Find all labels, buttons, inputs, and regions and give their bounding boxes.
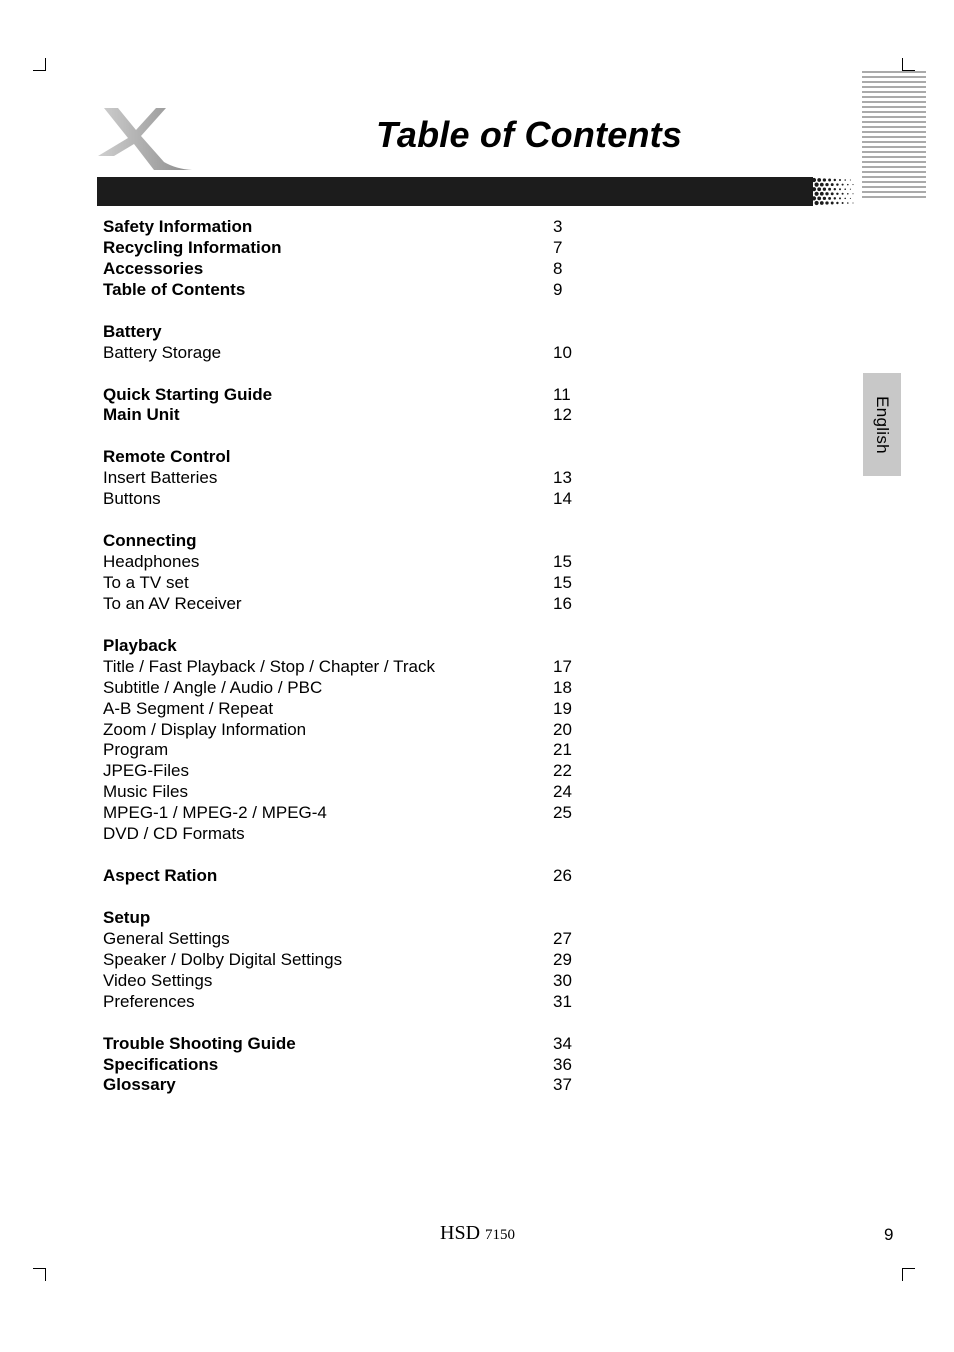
halftone-dot [844,188,846,190]
toc-entry-label: Setup [103,907,151,927]
halftone-dot [850,189,851,190]
toc-entry [103,1055,623,1076]
toc-entry [103,678,623,699]
toc-spacer [103,364,623,385]
halftone-dot [831,202,834,205]
toc-entry-page: 19 [553,698,572,718]
halftone-dot [828,188,831,191]
toc-entry [103,447,623,468]
toc-entry [103,1075,623,1096]
toc-entry-label: Preferences [103,991,195,1011]
halftone-dot [844,198,846,200]
toc-entry [103,573,623,594]
halftone-dot [825,201,828,204]
halftone-dot [823,197,826,200]
toc-entry [103,720,623,741]
halftone-dot [828,197,831,200]
toc-entry-page: 9 [553,279,563,299]
toc-spacer [103,615,623,636]
halftone-dot [817,197,821,201]
toc-entry-page: 12 [553,405,572,425]
halftone-dot [825,192,828,195]
toc-entry-label: A-B Segment / Repeat [103,698,274,718]
toc-entry [103,782,623,803]
toc-entry-page: 27 [553,928,572,948]
toc-entry-label: Speaker / Dolby Digital Settings [103,949,343,969]
halftone-dot [815,183,819,187]
toc-entry-page: 20 [553,719,572,739]
halftone-dot [850,179,851,180]
toc-entry-label: Accessories [103,258,204,278]
halftone-dot [812,187,816,191]
toc-entry-page: 7 [553,237,563,257]
toc-entry-label: To a TV set [103,572,189,592]
toc-entry-label: JPEG-Files [103,761,189,781]
toc-entry-label: General Settings [103,928,230,948]
toc-entry-label: Video Settings [103,970,213,990]
halftone-dot [815,192,819,196]
model-brand [440,1222,515,1245]
halftone-dot [836,193,838,195]
toc-entry-page: 11 [553,384,571,404]
toc-entry [103,803,623,824]
toc-entry-page: 14 [553,489,572,509]
toc-entry-label: Glossary [103,1075,176,1095]
halftone-dot [834,179,836,181]
toc-entry-page: 30 [553,970,572,990]
toc-entry-label: Aspect Ration [103,866,218,886]
toc-entry-label: Remote Control [103,447,231,467]
halftone-dot [812,178,816,182]
toc-spacer [103,1013,623,1034]
toc-entry-page: 34 [553,1033,572,1053]
halftone-dot [839,188,841,190]
toc-entry-label: Specifications [103,1054,219,1074]
toc-entry [103,699,623,720]
toc-entry-label: Title / Fast Playback / Stop / Chapter / Track [103,656,435,676]
brand-x-logo [96,106,196,172]
toc-spacer [103,845,623,866]
toc-entry-label: Subtitle / Angle / Audio / PBC [103,677,323,697]
toc-entry-label: Program [103,740,169,760]
toc-entry [103,259,623,280]
page-number: 9 [884,1225,894,1244]
toc-entry-page: 37 [553,1075,572,1095]
crop-mark-top-left [33,58,46,71]
halftone-dot [812,196,816,200]
toc-entry-label: Main Unit [103,405,180,425]
halftone-dot [828,179,831,182]
toc-entry-label: Playback [103,635,177,655]
toc-entry [103,217,623,238]
language-tab [863,373,901,476]
halftone-dot [817,187,821,191]
toc-entry-page: 15 [553,572,572,592]
halftone-dot [842,193,844,195]
toc-entry-page: 13 [553,468,572,488]
toc-entry [103,280,623,301]
toc-entry-label: Music Files [103,782,189,802]
toc-entry-label: Insert Batteries [103,468,218,488]
toc-entry [103,343,623,364]
toc-list [103,217,623,1096]
toc-entry-page: 17 [553,656,572,676]
toc-entry-page: 3 [553,217,563,236]
toc-entry [103,908,623,929]
toc-spacer [103,510,623,531]
halftone-dot [815,201,819,205]
toc-entry-label: Trouble Shooting Guide [103,1033,296,1053]
halftone-dot [831,192,834,195]
toc-entry-page: 15 [553,552,572,571]
halftone-dot [834,197,836,199]
toc-entry-page: 22 [553,761,572,781]
toc-entry [103,761,623,782]
crop-mark-bottom-left [33,1268,46,1281]
toc-entry [103,866,623,887]
halftone-dot [842,184,844,186]
halftone-dot [839,179,841,181]
toc-entry [103,405,623,426]
halftone-dot [836,202,838,204]
toc-spacer [103,426,623,447]
toc-entry-label: MPEG-1 / MPEG-2 / MPEG-4 [103,803,327,823]
halftone-dot [834,188,836,190]
halftone-dot [852,193,853,194]
language-tab-label: English [873,395,892,454]
halftone-dot [820,192,824,196]
halftone-dot [831,183,834,186]
side-rule-lines [862,70,926,202]
toc-entry [103,552,623,573]
halftone-dot [820,183,824,187]
toc-entry-label: Recycling Information [103,237,282,257]
toc-entry [103,950,623,971]
halftone-dot [847,193,849,195]
toc-entry-page: 36 [553,1054,572,1074]
toc-entry-page: 29 [553,949,572,969]
toc-entry [103,385,623,406]
toc-entry [103,971,623,992]
brand-prefix: HSD [440,1222,481,1244]
toc-entry-label: Zoom / Display Information [103,719,307,739]
toc-entry-label: Connecting [103,531,197,551]
toc-entry-page: 25 [553,803,572,823]
toc-entry [103,238,623,259]
toc-entry-page: 24 [553,782,572,802]
halftone-dot [823,188,826,191]
toc-spacer [103,301,623,322]
toc-entry-label: Battery Storage [103,342,222,362]
toc-entry [103,594,623,615]
toc-entry-label: DVD / CD Formats [103,824,245,844]
toc-entry-page: 26 [553,866,572,886]
header-bar-halftone [810,177,854,206]
toc-entry-label: Buttons [103,489,161,509]
halftone-dot [847,202,849,204]
toc-entry-page: 10 [553,342,572,362]
toc-entry-page: 16 [553,593,572,613]
toc-entry [103,322,623,343]
toc-entry [103,824,623,845]
halftone-dot [836,183,838,185]
toc-entry [103,740,623,761]
toc-entry-label: Table of Contents [103,279,246,299]
toc-entry [103,489,623,510]
halftone-dot [825,183,828,186]
page-title: Table of Contents [376,114,683,155]
header-bar [97,177,813,206]
toc-entry-label: To an AV Receiver [103,593,242,613]
toc-entry-page: 31 [553,991,572,1011]
toc-entry [103,992,623,1013]
toc-entry [103,531,623,552]
toc-entry-label: Safety Information [103,217,253,236]
toc-entry [103,657,623,678]
crop-mark-bottom-right [902,1268,915,1281]
halftone-dot [823,178,826,181]
brand-model: 7150 [485,1227,516,1243]
toc-entry [103,1034,623,1055]
toc-entry-page: 8 [553,258,563,278]
halftone-dot [817,178,821,182]
toc-entry-label: Battery [103,321,162,341]
halftone-dot [844,179,846,181]
halftone-dot [839,197,841,199]
toc-entry [103,929,623,950]
halftone-dot [847,184,849,186]
toc-entry-label: Headphones [103,552,200,571]
halftone-dot [850,198,851,199]
halftone-dot [842,202,844,204]
toc-entry-page: 21 [553,740,572,760]
toc-entry-page: 18 [553,677,572,697]
halftone-dot [852,184,853,185]
toc-entry [103,468,623,489]
toc-entry [103,636,623,657]
toc-spacer [103,887,623,908]
halftone-dot [820,201,824,205]
halftone-dot [852,202,853,203]
toc-entry-label: Quick Starting Guide [103,384,273,404]
